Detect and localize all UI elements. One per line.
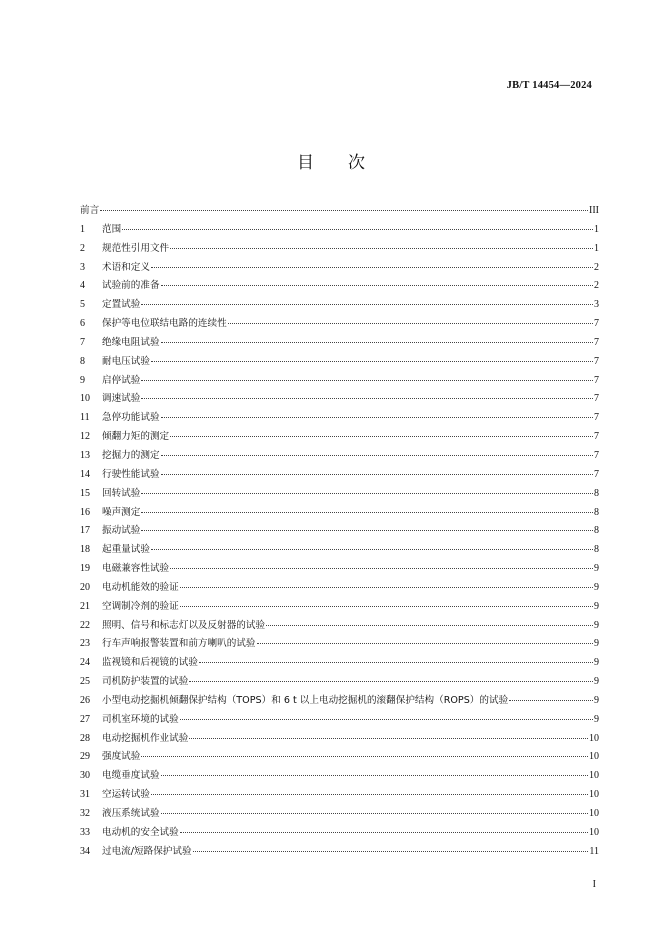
toc-leader-dots (141, 390, 593, 399)
toc-entry-number: 10 (80, 393, 90, 405)
toc-entry-title: 电动机能效的验证 (102, 581, 179, 593)
toc-entry[interactable] (80, 579, 599, 598)
toc-entry-title: 强度试验 (102, 751, 141, 763)
toc-entry[interactable] (80, 767, 599, 786)
toc-entry-page: 9 (594, 694, 599, 706)
toc-entry-page: 10 (589, 808, 599, 819)
toc-entry-title: 电动挖掘机作业试验 (102, 732, 189, 744)
toc-leader-dots (161, 409, 593, 418)
toc-entry-page: 7 (594, 318, 599, 330)
table-of-contents (80, 202, 599, 862)
toc-entry-number: 19 (80, 563, 90, 575)
toc-entry-title: 术语和定义 (102, 261, 150, 273)
toc-entry-number: 24 (80, 657, 90, 669)
toc-entry-title: 行驶性能试验 (102, 468, 160, 480)
toc-entry-page: 7 (594, 449, 599, 461)
toc-leader-dots (141, 748, 588, 757)
toc-leader-dots (141, 504, 593, 513)
toc-entry-page: 2 (594, 280, 599, 292)
toc-entry-number: 22 (80, 619, 90, 631)
toc-entry-number: 27 (80, 713, 90, 725)
toc-entry-number: 8 (80, 355, 85, 367)
toc-entry-page: 11 (589, 845, 599, 857)
toc-entry-title: 起重量试验 (102, 544, 150, 556)
toc-entry-page: 10 (589, 789, 599, 801)
toc-entry-title: 挖掘力的测定 (102, 449, 160, 461)
toc-entry-number: 26 (80, 694, 90, 706)
toc-entry-page: 9 (594, 581, 599, 593)
toc-entry-page: 9 (594, 563, 599, 575)
toc-leader-dots (170, 240, 593, 249)
toc-entry-title: 噪声测定 (102, 506, 141, 518)
toc-entry[interactable] (80, 466, 599, 485)
toc-entry-number: 3 (80, 261, 85, 273)
toc-entry[interactable] (80, 692, 599, 711)
toc-leader-dots (161, 466, 593, 475)
toc-entry-title: 司机室环境的试验 (102, 713, 179, 725)
toc-entry[interactable] (80, 541, 599, 560)
toc-leader-dots (228, 315, 593, 324)
toc-entry-title: 启停试验 (102, 374, 141, 386)
toc-entry-page: 7 (594, 412, 599, 424)
toc-entry-page: III (589, 205, 599, 216)
toc-entry[interactable] (80, 748, 599, 767)
toc-entry-title: 急停功能试验 (102, 412, 160, 424)
toc-entry-title: 试验前的准备 (102, 280, 160, 292)
toc-entry-number: 12 (80, 431, 90, 443)
toc-entry-number: 18 (80, 544, 90, 556)
toc-entry[interactable] (80, 240, 599, 259)
toc-entry-title: 振动试验 (102, 525, 141, 537)
toc-entry-number: 34 (80, 845, 90, 857)
toc-entry[interactable] (80, 617, 599, 636)
toc-entry[interactable] (80, 447, 599, 466)
standard-code: JB/T 14454—2024 (506, 80, 592, 91)
toc-entry-title: 前言 (80, 205, 100, 216)
toc-entry-number: 21 (80, 600, 90, 612)
toc-entry-number: 11 (80, 412, 90, 424)
toc-entry-page: 2 (594, 261, 599, 273)
toc-entry[interactable] (80, 635, 599, 654)
toc-entry[interactable] (80, 504, 599, 523)
toc-entry[interactable] (80, 673, 599, 692)
toc-leader-dots (161, 277, 593, 286)
toc-leader-dots (189, 730, 588, 739)
toc-entry-number: 7 (80, 336, 85, 348)
toc-entry-page: 9 (594, 638, 599, 650)
toc-leader-dots (122, 221, 593, 230)
toc-leader-dots (161, 805, 588, 814)
toc-entry-number: 9 (80, 374, 85, 386)
toc-entry[interactable] (80, 334, 599, 353)
toc-entry[interactable] (80, 824, 599, 843)
toc-entry-page: 8 (594, 487, 599, 499)
toc-entry-title: 规范性引用文件 (102, 242, 170, 254)
toc-entry-page: 9 (594, 676, 599, 688)
toc-entry-page: 7 (594, 431, 599, 443)
toc-entry[interactable] (80, 485, 599, 504)
toc-leader-dots (189, 673, 593, 682)
toc-entry[interactable] (80, 202, 599, 221)
toc-entry-page: 7 (594, 355, 599, 367)
toc-entry[interactable] (80, 805, 599, 824)
toc-leader-dots (141, 296, 593, 305)
toc-entry-title: 调速试验 (102, 393, 141, 405)
toc-entry-page: 7 (594, 393, 599, 405)
toc-leader-dots (151, 259, 593, 268)
toc-entry-page: 10 (589, 751, 599, 763)
toc-entry[interactable] (80, 522, 599, 541)
toc-entry-number: 31 (80, 789, 90, 801)
toc-entry-number: 15 (80, 487, 90, 499)
toc-leader-dots (161, 447, 593, 456)
toc-entry-title: 电缆垂度试验 (102, 770, 160, 782)
toc-entry[interactable] (80, 353, 599, 372)
toc-entry-title: 耐电压试验 (102, 355, 150, 367)
toc-entry-number: 1 (80, 223, 85, 235)
toc-entry-title: 液压系统试验 (102, 808, 160, 819)
toc-leader-dots (161, 334, 593, 343)
toc-entry-page: 9 (594, 657, 599, 669)
toc-entry-page: 8 (594, 544, 599, 556)
toc-entry-number: 33 (80, 826, 90, 838)
toc-leader-dots (180, 579, 593, 588)
toc-entry-number: 14 (80, 468, 90, 480)
toc-entry-title: 照明、信号和标志灯以及反射器的试验 (102, 619, 266, 631)
toc-leader-dots (180, 711, 593, 720)
toc-entry-page: 9 (594, 713, 599, 725)
toc-entry-page: 1 (594, 242, 599, 254)
toc-entry[interactable] (80, 730, 599, 749)
toc-entry-number: 13 (80, 449, 90, 461)
toc-leader-dots (180, 824, 588, 833)
toc-entry-page: 8 (594, 525, 599, 537)
toc-leader-dots (141, 485, 593, 494)
toc-entry-number: 2 (80, 242, 85, 254)
toc-entry[interactable] (80, 711, 599, 730)
toc-leader-dots (151, 786, 588, 795)
toc-leader-dots (509, 692, 593, 701)
toc-entry[interactable] (80, 598, 599, 617)
toc-entry-title: 监视镜和后视镜的试验 (102, 657, 198, 669)
toc-entry[interactable] (80, 372, 599, 391)
toc-leader-dots (170, 428, 593, 437)
toc-entry[interactable] (80, 843, 599, 862)
toc-leader-dots (100, 202, 588, 211)
toc-entry-page: 10 (589, 770, 599, 782)
toc-entry-number: 23 (80, 638, 90, 650)
toc-entry-title: 司机防护装置的试验 (102, 676, 189, 688)
toc-entry-number: 17 (80, 525, 90, 537)
toc-leader-dots (151, 353, 593, 362)
toc-entry-number: 16 (80, 506, 90, 518)
toc-leader-dots (193, 843, 589, 852)
toc-entry-page: 9 (594, 600, 599, 612)
toc-entry-number: 25 (80, 676, 90, 688)
toc-entry-page: 3 (594, 299, 599, 311)
toc-entry-title: 行车声响报警装置和前方喇叭的试验 (102, 638, 256, 650)
toc-entry[interactable] (80, 560, 599, 579)
page-title: 目 次 (297, 153, 365, 173)
toc-entry-number: 32 (80, 808, 90, 819)
toc-leader-dots (257, 635, 594, 644)
toc-entry-title: 回转试验 (102, 487, 141, 499)
toc-leader-dots (141, 522, 593, 531)
toc-leader-dots (170, 560, 593, 569)
toc-entry[interactable] (80, 259, 599, 278)
toc-entry-title: 范围 (102, 223, 122, 235)
toc-entry[interactable] (80, 786, 599, 805)
toc-leader-dots (151, 541, 593, 550)
toc-entry-number: 5 (80, 299, 85, 311)
toc-leader-dots (180, 598, 593, 607)
page-number: I (592, 879, 596, 890)
toc-entry-title: 小型电动挖掘机倾翻保护结构（TOPS）和 6 t 以上电动挖掘机的滚翻保护结构（ROPS）的试验 (102, 694, 509, 706)
toc-entry-page: 7 (594, 374, 599, 386)
toc-entry[interactable] (80, 654, 599, 673)
toc-leader-dots (199, 654, 593, 663)
toc-entry-number: 30 (80, 770, 90, 782)
toc-entry-title: 倾翻力矩的测定 (102, 431, 170, 443)
toc-leader-dots (141, 372, 593, 381)
toc-entry[interactable] (80, 221, 599, 240)
toc-entry-title: 过电流/短路保护试验 (102, 845, 192, 857)
toc-entry-page: 10 (589, 826, 599, 838)
toc-entry-number: 28 (80, 732, 90, 744)
toc-entry-title: 定置试验 (102, 299, 141, 311)
toc-entry[interactable] (80, 315, 599, 334)
toc-entry-number: 20 (80, 581, 90, 593)
toc-entry-page: 9 (594, 619, 599, 631)
toc-entry-page: 7 (594, 468, 599, 480)
toc-entry[interactable] (80, 409, 599, 428)
toc-entry-number: 4 (80, 280, 85, 292)
toc-entry-page: 7 (594, 336, 599, 348)
toc-leader-dots (266, 617, 593, 626)
toc-entry-number: 6 (80, 318, 85, 330)
toc-entry[interactable] (80, 296, 599, 315)
toc-entry-page: 8 (594, 506, 599, 518)
toc-entry-title: 绝缘电阻试验 (102, 336, 160, 348)
toc-entry-number: 29 (80, 751, 90, 763)
toc-entry[interactable] (80, 390, 599, 409)
toc-entry[interactable] (80, 428, 599, 447)
toc-entry-title: 电磁兼容性试验 (102, 563, 170, 575)
toc-entry[interactable] (80, 277, 599, 296)
toc-entry-title: 空调制冷剂的验证 (102, 600, 179, 612)
toc-leader-dots (161, 767, 588, 776)
toc-entry-page: 1 (594, 223, 599, 235)
toc-entry-page: 10 (589, 732, 599, 744)
toc-entry-title: 空运转试验 (102, 789, 150, 801)
toc-entry-title: 电动机的安全试验 (102, 826, 179, 838)
toc-entry-title: 保护等电位联结电路的连续性 (102, 318, 227, 330)
